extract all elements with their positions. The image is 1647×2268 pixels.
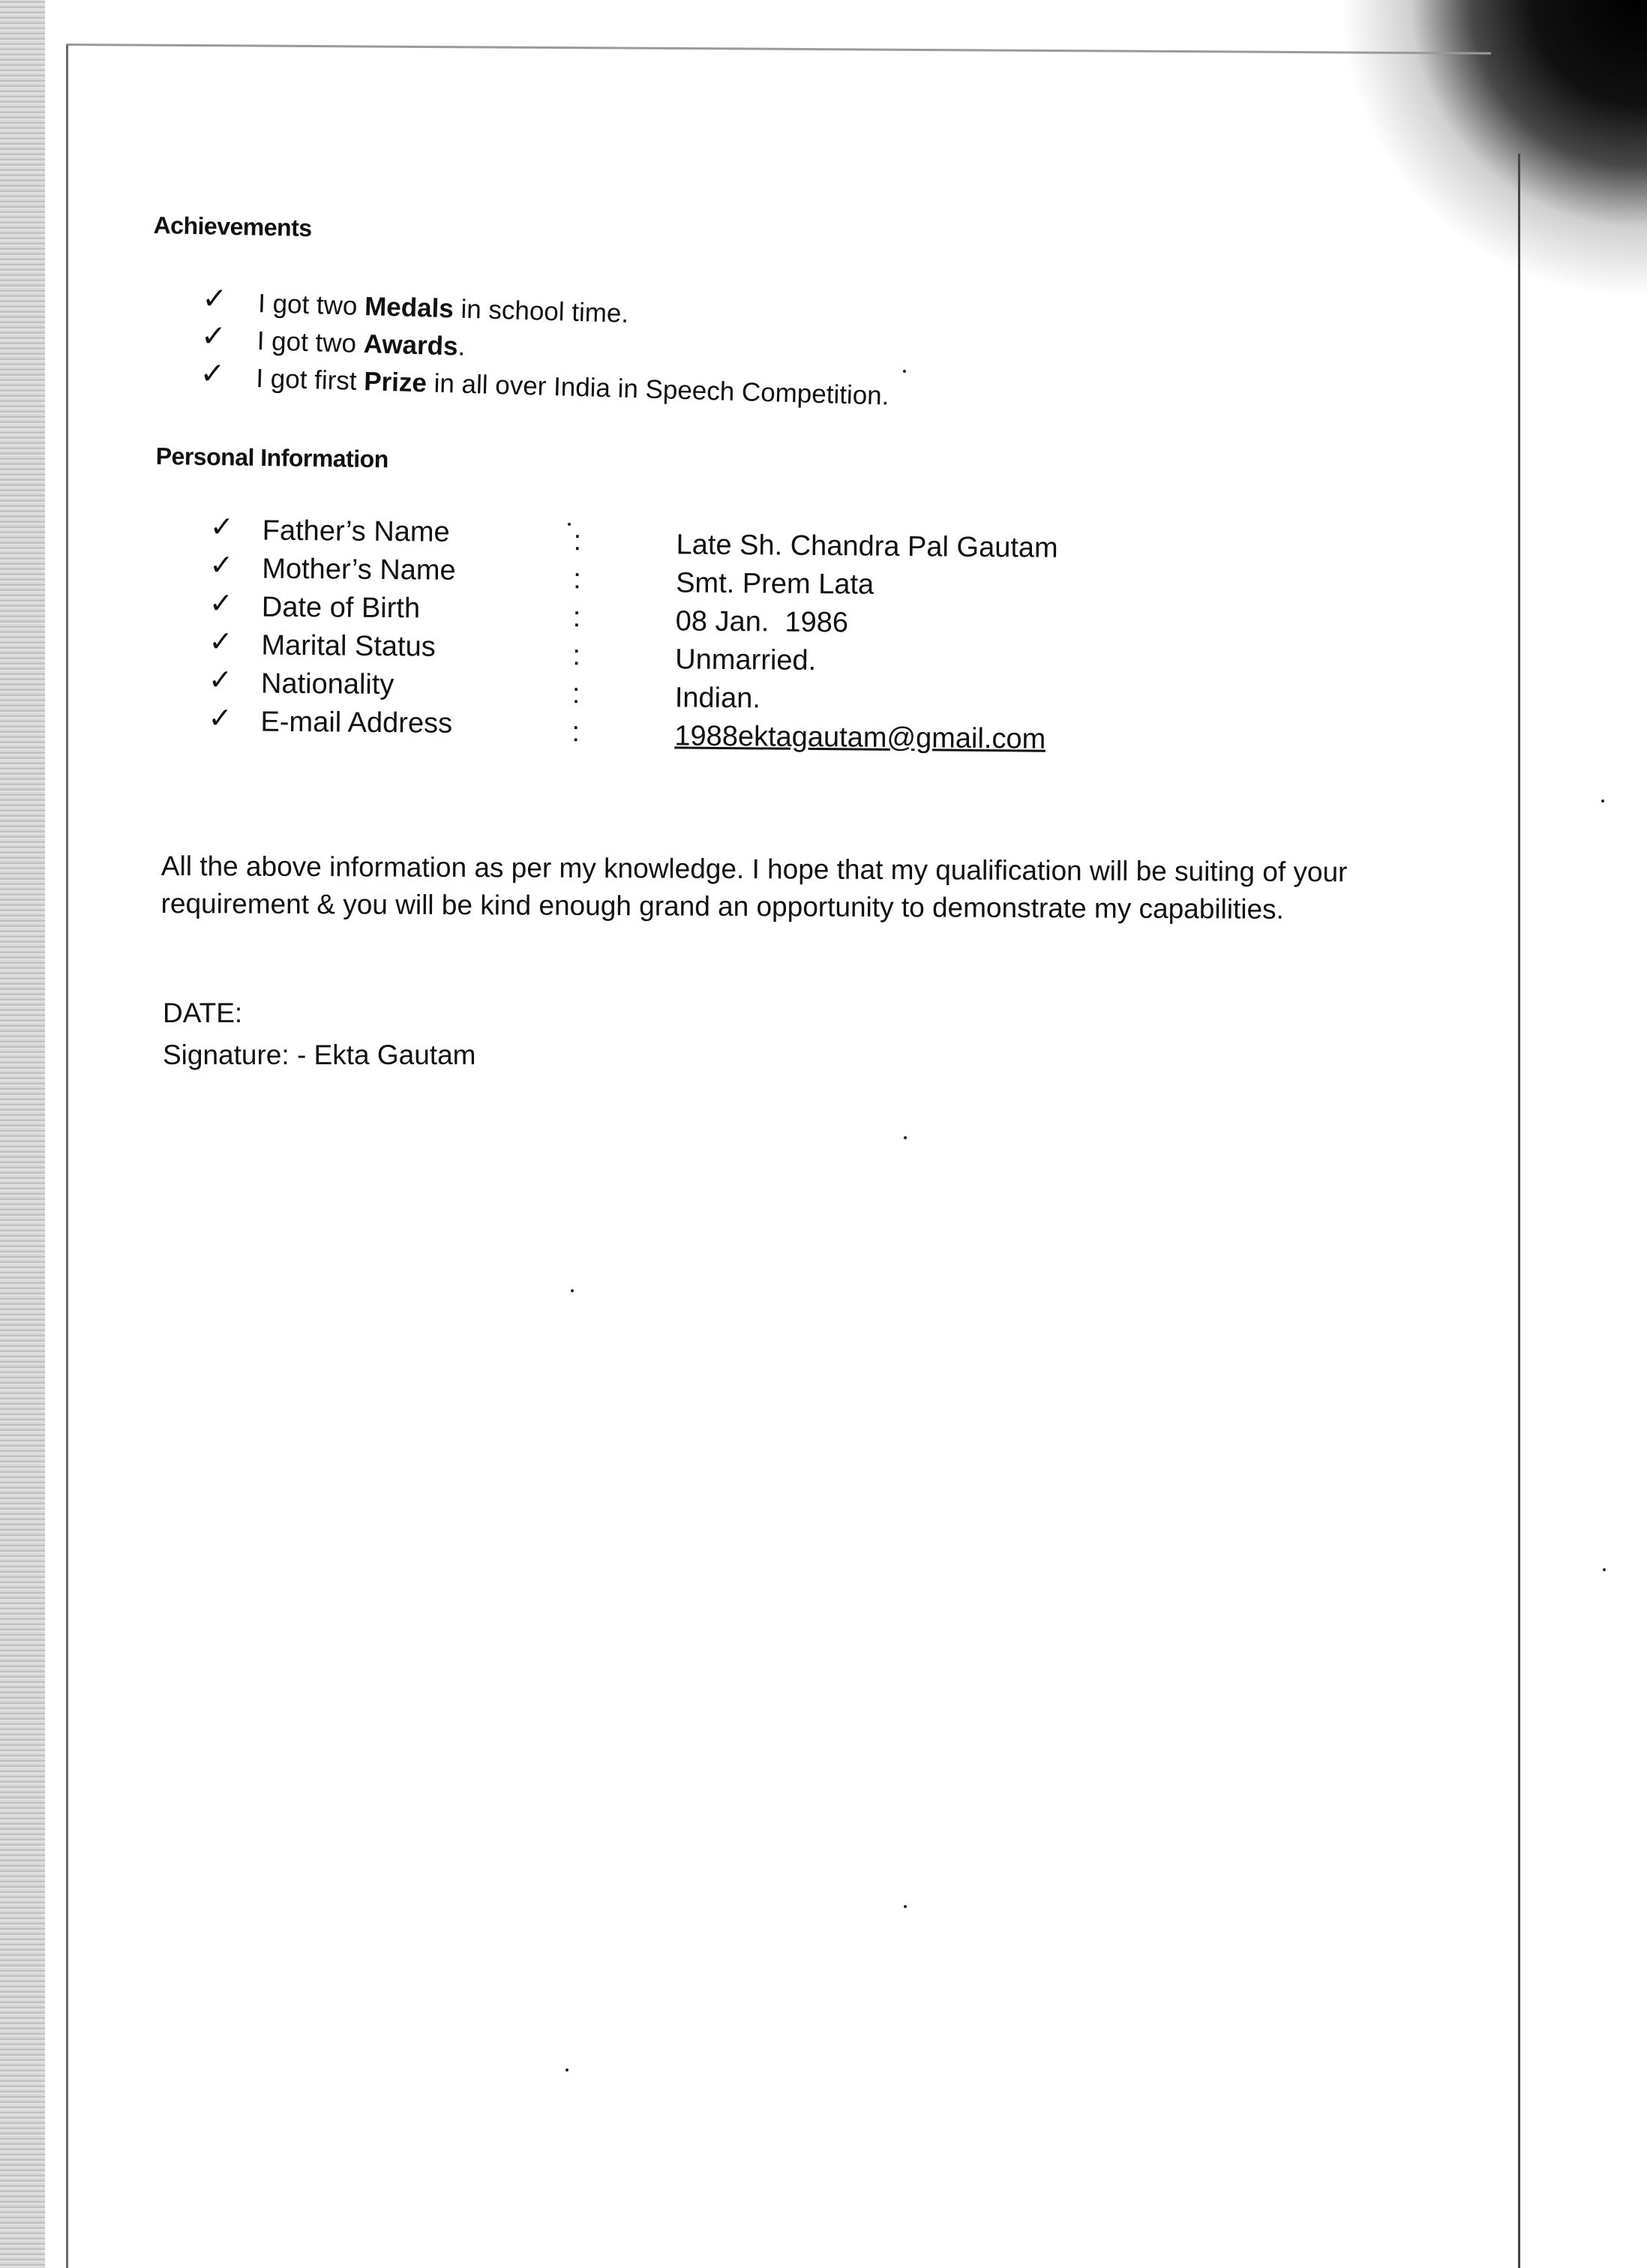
checkmark-icon: ✓ <box>208 664 233 697</box>
field-label: Marital Status <box>261 629 436 663</box>
achievement-text: I got two Awards. <box>256 326 466 362</box>
scan-speck <box>904 1136 907 1139</box>
field-value: Late Sh. Chandra Pal Gautam <box>676 529 1058 564</box>
personal-information-table <box>208 510 1058 755</box>
declaration-paragraph: All the above information as per my knowledge. I hope that my qualification will be suiting of your requirement & you will be kind enough grand an opportunity to demonstrate my capabilities. <box>160 850 1348 925</box>
field-separator: : <box>572 640 581 672</box>
field-separator: : <box>572 602 581 634</box>
scan-speck <box>566 2068 568 2072</box>
page-border-left <box>66 45 68 2268</box>
field-label: Nationality <box>260 668 394 701</box>
checkmark-icon: ✓ <box>208 702 232 735</box>
email-link[interactable]: 1988ektagautam@gmail.com <box>674 720 1046 755</box>
checkmark-icon: ✓ <box>200 319 227 353</box>
scan-speck <box>1601 800 1604 802</box>
field-label: Date of Birth <box>261 591 421 625</box>
date-label: DATE: <box>163 998 243 1028</box>
field-label: Mother’s Name <box>262 553 456 586</box>
scan-speck <box>904 1905 907 1908</box>
personal-information-heading: Personal Information <box>155 442 389 473</box>
page-border-right <box>1518 154 1520 2268</box>
scan-edge-noise <box>0 0 45 2268</box>
field-value: Unmarried. <box>675 644 817 677</box>
field-value: Smt. Prem Lata <box>675 567 874 601</box>
scan-speck <box>571 1289 574 1292</box>
field-separator: : <box>572 716 580 748</box>
field-separator: : <box>573 525 582 557</box>
achievements-list <box>199 281 890 411</box>
checkmark-icon: ✓ <box>208 626 233 658</box>
achievements-heading: Achievements <box>153 212 312 242</box>
field-label: E-mail Address <box>260 706 453 740</box>
scan-speck <box>903 370 906 373</box>
checkmark-icon: ✓ <box>209 549 234 582</box>
list-item <box>200 319 466 362</box>
checkmark-icon: ✓ <box>201 281 228 316</box>
field-value: Indian. <box>674 682 761 715</box>
checkmark-icon: ✓ <box>199 356 226 391</box>
scan-speck <box>1603 1568 1606 1571</box>
field-separator: : <box>573 563 581 596</box>
field-value: 08 Jan. 1986 <box>675 605 849 639</box>
scan-speck <box>568 523 571 526</box>
field-separator: : <box>572 678 580 710</box>
achievement-text: I got first Prize in all over India in Speech Competition. <box>255 364 890 411</box>
checkmark-icon: ✓ <box>209 511 234 544</box>
achievement-text: I got two Medals in school time. <box>257 289 629 328</box>
field-label: Father’s Name <box>262 514 450 548</box>
scan-corner-shadow <box>1335 0 1647 315</box>
checkmark-icon: ✓ <box>208 587 233 620</box>
page-border-top <box>66 44 1491 55</box>
signature-line: Signature: - Ekta Gautam <box>163 1040 476 1070</box>
